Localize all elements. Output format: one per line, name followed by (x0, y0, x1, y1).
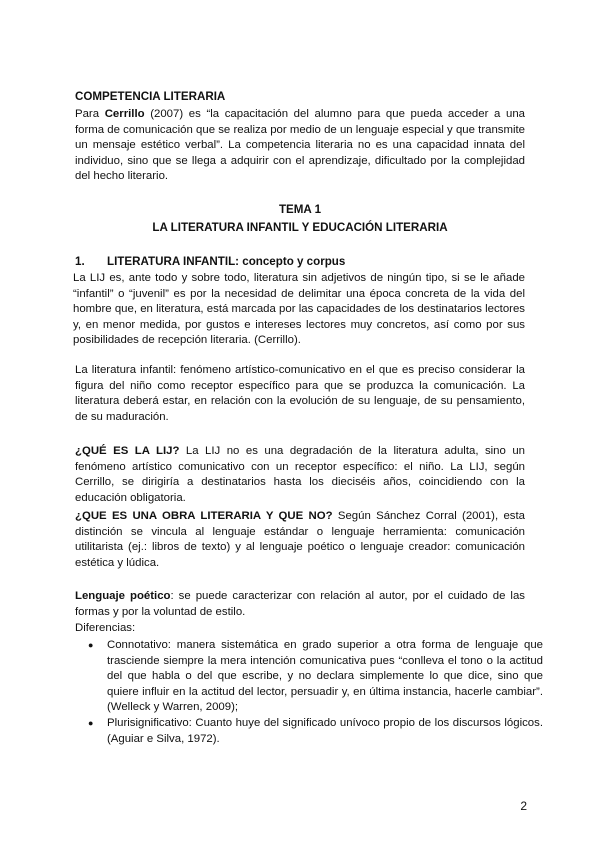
term-lenguaje-poetico: Lenguaje poético (75, 590, 171, 602)
differences-list (88, 638, 543, 747)
tema-title: LA LITERATURA INFANTIL Y EDUCACIÓN LITERARIA (152, 221, 448, 234)
section-heading-competencia: COMPETENCIA LITERARIA (75, 90, 226, 103)
page-number: 2 (520, 799, 527, 813)
author-name: Cerrillo (104, 108, 145, 120)
paragraph-lij-definition: La LIJ es, ante todo y sobre todo, literatura sin adjetivos de ningún tipo, si se le añade “infantil” o “juvenil” es por la necesidad de delimitar una época concreta de la vida del hombre que, en literatura, está marcada por las capacidades de los destinatarios lectores y, en menor medida, por gustos e intereses lectores muy concretos, así como por sus posibilidades de recepción literaria. (Cerrillo). (73, 272, 525, 347)
paragraph-competencia: Para Cerrillo (2007) es “la capacitación del alumno para que pueda acceder a una forma de comunicación que se realiza por medio de un lenguaje especial y que transmite un mensaje estético verbal”. La competencia literaria no es una capacidad innata del individuo, sino que se llega a adquirir con el aprendizaje, dificultado por la complejidad del hecho literario. (75, 108, 525, 183)
paragraph-que-es-lij: ¿QUÉ ES LA LIJ? La LIJ no es una degradación de la literatura adulta, sino un fenómeno artístico comunicativo con un receptor específico: el niño. La LIJ, según Cerrillo, se dirigiría a destinatarios hasta los dieciséis años, coincidiendo con la educación obligatoria. (75, 445, 525, 504)
question-obra-literaria: ¿QUE ES UNA OBRA LITERARIA Y QUE NO? (75, 510, 333, 522)
diferencias-label: Diferencias: (75, 622, 136, 634)
bullet-icon: ● (88, 717, 94, 728)
paragraph-lenguaje-poetico: Lenguaje poético: se puede caracterizar con relación al autor, por el cuidado de las formas y por la voluntad de estilo. (75, 590, 525, 618)
paragraph-literatura-infantil: La literatura infantil: fenómeno artístico-comunicativo en el que es preciso considerar la figura del niño como receptor específico para que se produzca la comunicación. La literatura deberá estar, en relación con la evolución de su lenguaje, de su pensamiento, de su maduración. (75, 364, 525, 423)
list-item: ● Connotativo: manera sistemática en grado superior a otra forma de lenguaje que trasciende siempre la mera intención comunicativa pues “conlleva el tono o la actitud del que habla o del que escribe, y no declara simplemente lo que dice, sino que quiere influir en la actitud del lector, persuadir y, en última instancia, hacerle cambiar”. (Welleck y Warren, 2009); (88, 639, 543, 714)
section-1-title: LITERATURA INFANTIL: concepto y corpus (107, 255, 346, 268)
bullet-icon: ● (88, 640, 94, 650)
tema-number: TEMA 1 (278, 203, 322, 216)
section-1-number: 1. (75, 255, 85, 268)
list-item: ● Plurisignificativo: Cuanto huye del significado unívoco propio de los discursos lógicos. (Aguiar e Silva, 1972). (88, 716, 543, 745)
question-que-es-lij: ¿QUÉ ES LA LIJ? (75, 445, 180, 457)
paragraph-obra-literaria: ¿QUE ES UNA OBRA LITERARIA Y QUE NO? Según Sánchez Corral (2001), esta distinción se vincula al lenguaje estándar o lenguaje herramienta: comunicación utilitarista (ej.: libros de texto) y al lenguaje poético o lenguaje creador: comunicación estética y lúdica. (75, 510, 525, 569)
